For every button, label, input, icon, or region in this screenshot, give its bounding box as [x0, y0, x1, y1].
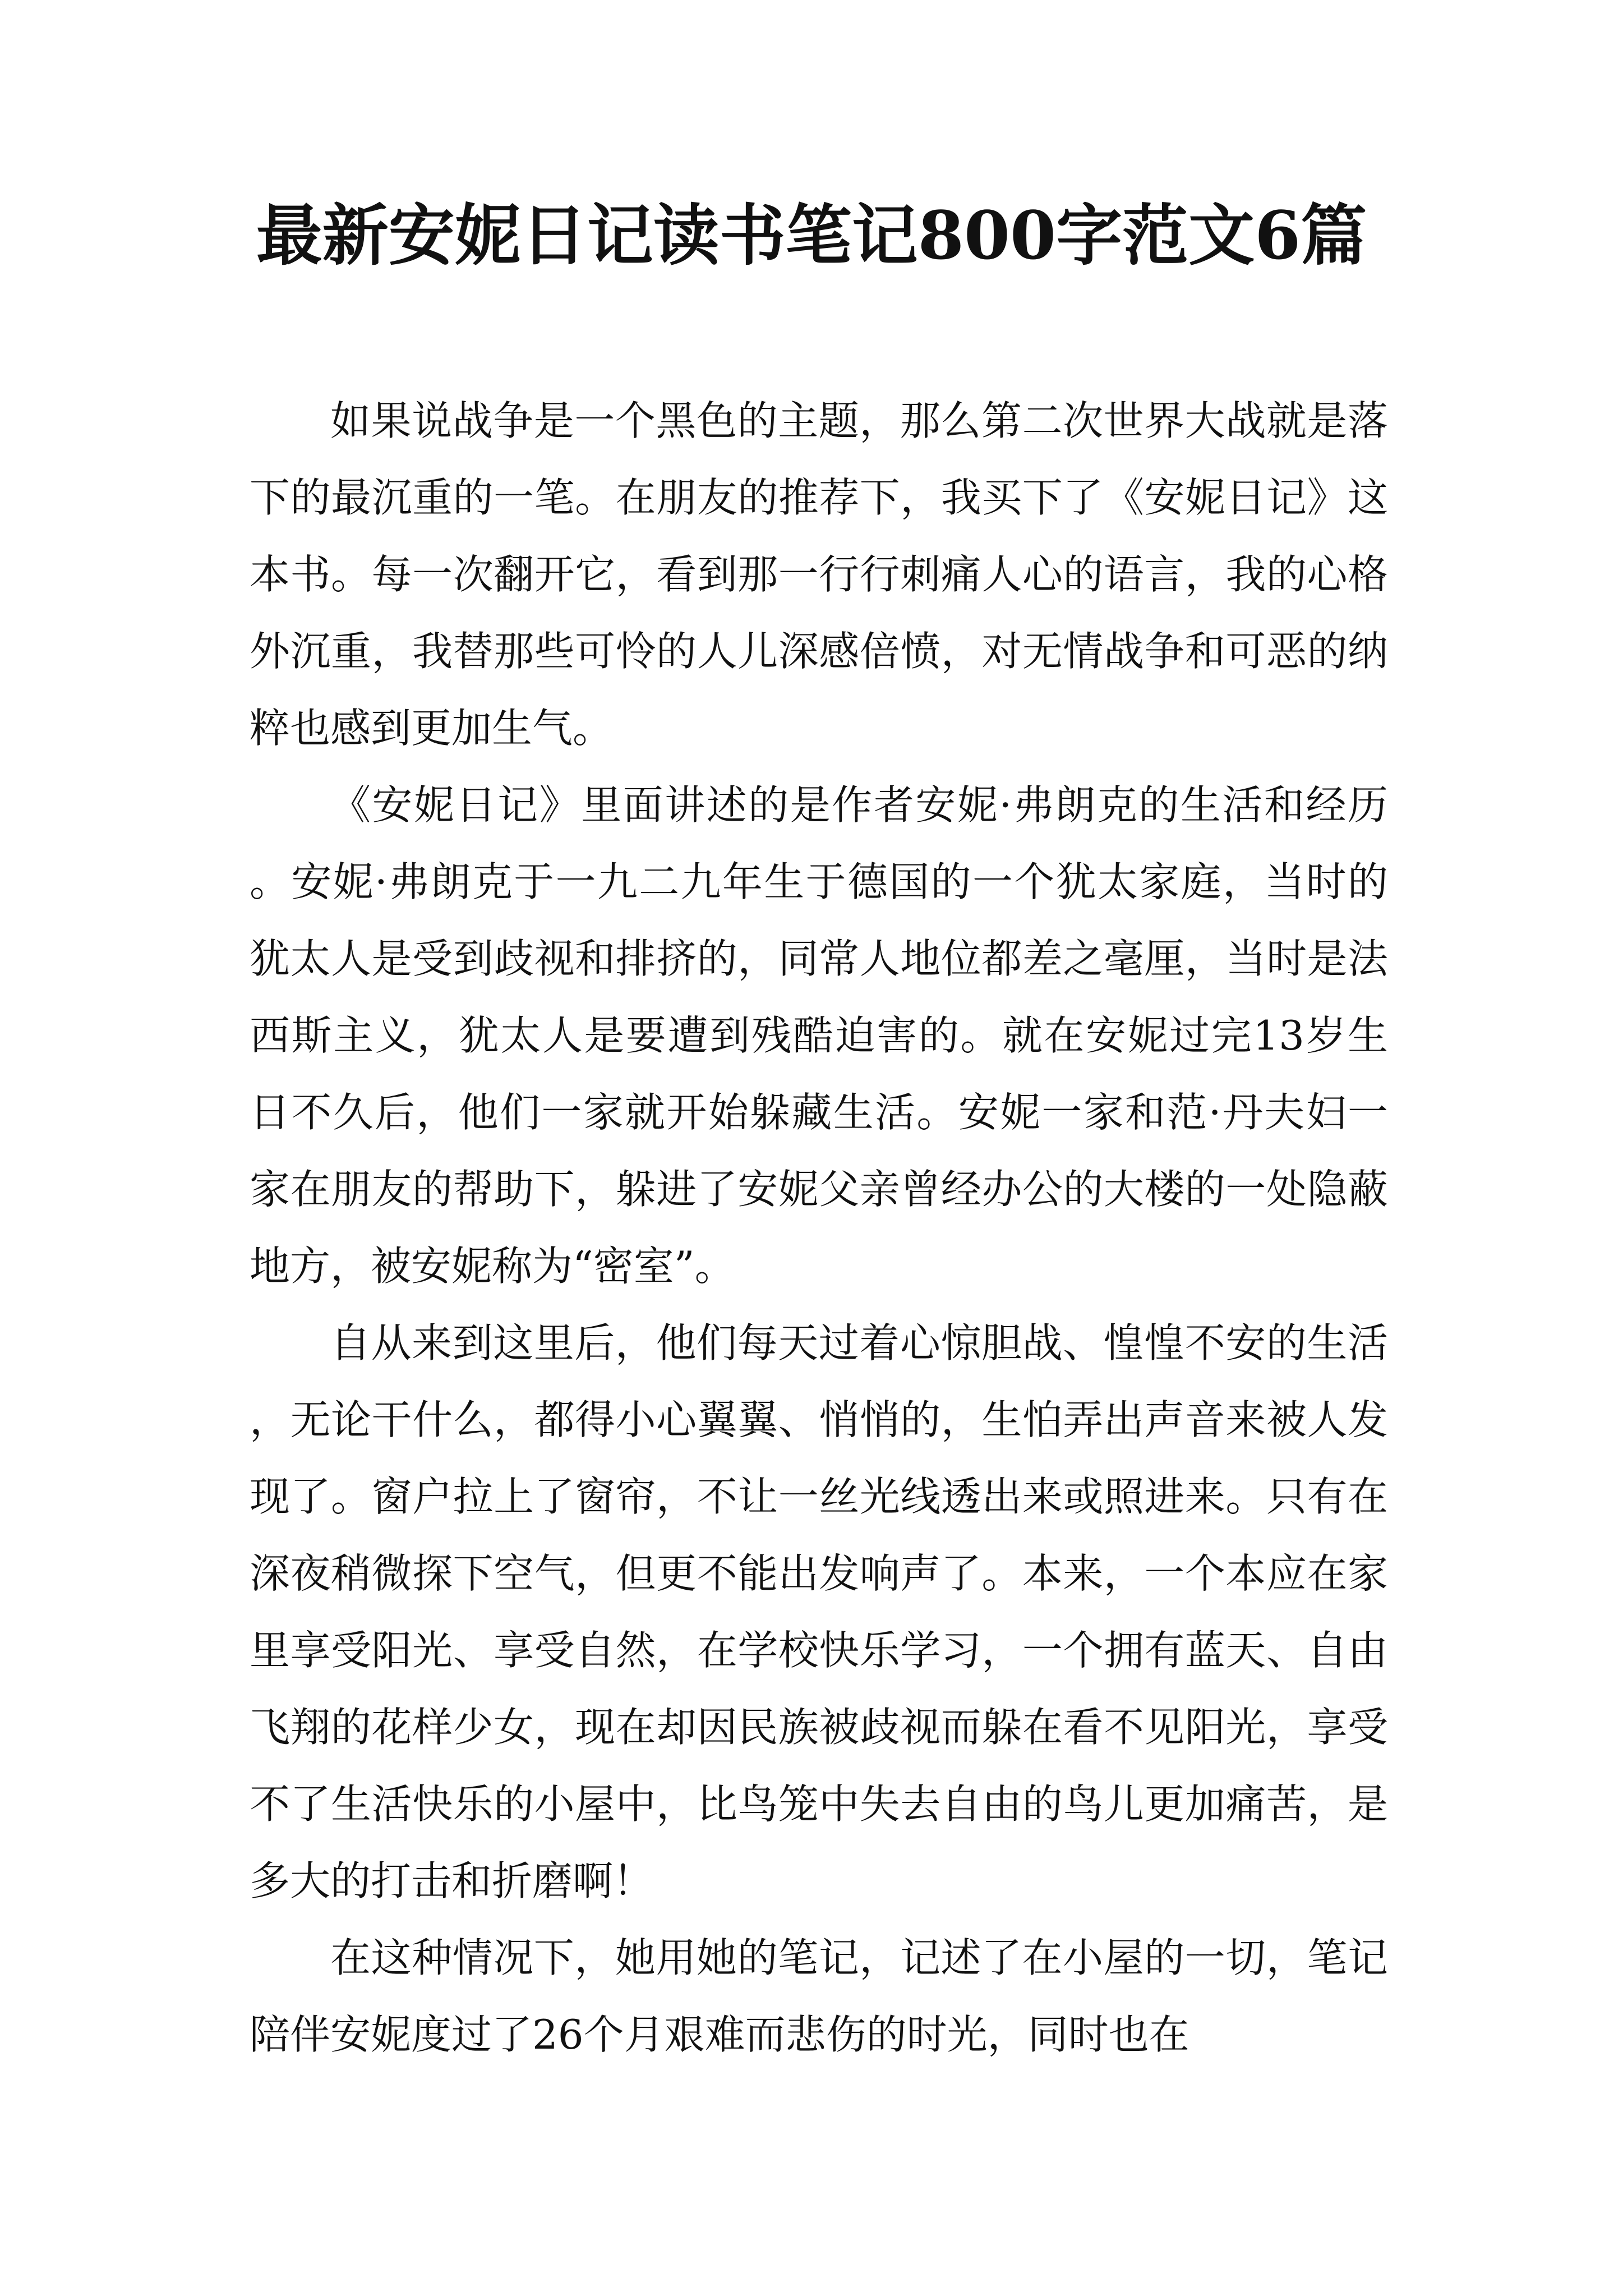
paragraph-3: 自从来到这里后，他们每天过着心惊胆战、惶惶不安的生活，无论干什么，都得小心翼翼、悄悄的，生怕弄出声音来被人发现了。窗户拉上了窗帘，不让一丝光线透出来或照进来。只有在深夜稍微探下空气，但更不能出发响声了。本来，一个本应在家里享受阳光、享受自然，在学校快乐学习，一个拥有蓝天、自由飞翔的花样少女，现在却因民族被歧视而躲在看不见阳光，享受不了生活快乐的小屋中，比鸟笼中失去自由的鸟儿更加痛苦，是多大的打击和折磨啊！ — [250, 1319, 1388, 1904]
paragraph-2: 《安妮日记》里面讲述的是作者安妮·弗朗克的生活和经历。安妮·弗朗克于一九二九年生于德国的一个犹太家庭，当时的犹太人是受到歧视和排挤的，同常人地位都差之毫厘，当时是法西斯主义，犹太人是要遭到残酷迫害的。就在安妮过完13岁生日不久后，他们一家就开始躲藏生活。安妮一家和范·丹夫妇一家在朋友的帮助下，躲进了安妮父亲曾经办公的大楼的一处隐蔽地方，被安妮称为“密室”。 — [250, 781, 1388, 1290]
document-body — [250, 383, 1388, 2073]
document-title: 最新安妮日记读书笔记800字范文6篇 — [256, 196, 1367, 274]
paragraph-1: 如果说战争是一个黑色的主题，那么第二次世界大战就是落下的最沉重的一笔。在朋友的推荐下，我买下了《安妮日记》这本书。每一次翻开它，看到那一行行刺痛人心的语言，我的心格外沉重，我替那些可怜的人儿深感倍愤，对无情战争和可恶的纳粹也感到更加生气。 — [250, 397, 1388, 752]
paragraph-4: 在这种情况下，她用她的笔记，记述了在小屋的一切，笔记陪伴安妮度过了26个月艰难而悲伤的时光，同时也在 — [250, 1934, 1388, 2058]
